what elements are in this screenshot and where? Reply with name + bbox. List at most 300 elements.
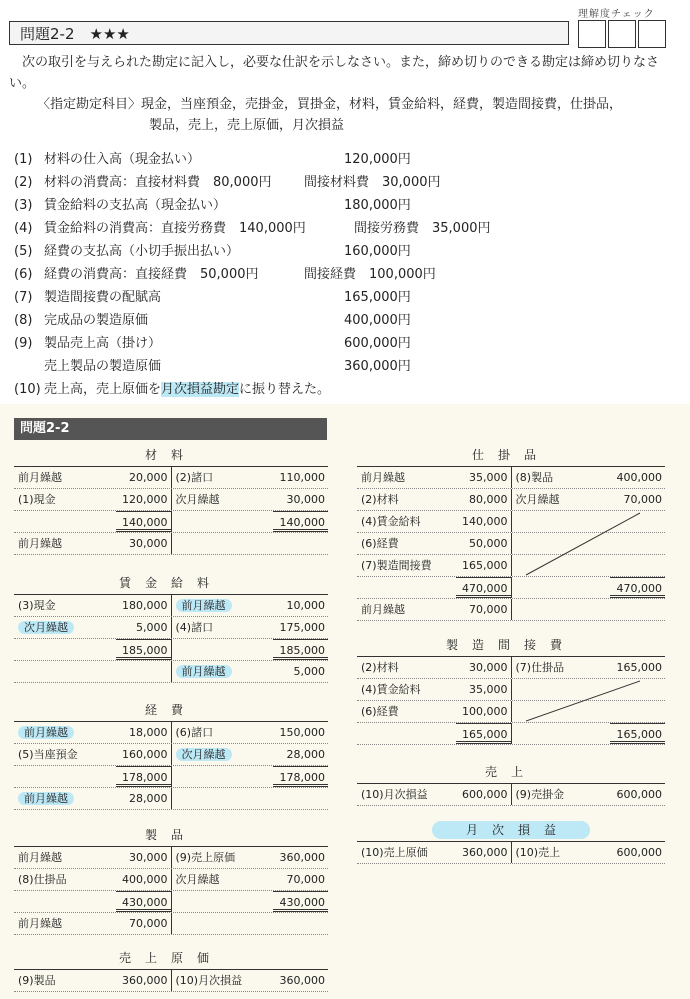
entry-label: [14, 639, 116, 660]
ledger-row: [357, 784, 665, 806]
credit-cell: [172, 847, 329, 868]
item-amount-secondary: 間接材料費 30,000円: [304, 175, 441, 190]
item-number: (9): [14, 336, 33, 351]
ledger-row: [14, 788, 328, 810]
account-chingin: [14, 572, 328, 683]
item-amount: 360,000円: [344, 359, 411, 374]
ledger-table: [14, 969, 328, 992]
credit-cell: [172, 788, 329, 809]
account-seihin: [14, 824, 328, 935]
debit-cell: [357, 657, 512, 678]
debit-cell: [14, 511, 172, 532]
entry-amount: [610, 533, 665, 554]
entry-label-text: (1)現金: [18, 493, 56, 506]
item-amount: 400,000円: [344, 313, 411, 328]
entry-label: [512, 467, 611, 488]
entry-label: [357, 599, 456, 620]
debit-cell: [357, 577, 512, 598]
ledger-row: [357, 533, 665, 555]
entry-label-text: (4)諸口: [175, 621, 214, 634]
entry-label-text: (3)現金: [18, 599, 56, 612]
entry-label: [512, 577, 611, 598]
account-name-text: 月次損益: [432, 821, 590, 839]
ledger-row: [357, 511, 665, 533]
entry-label-text: (4)賃金給料: [361, 515, 421, 528]
credit-cell: [172, 467, 329, 488]
entry-label-text: (2)材料: [361, 661, 399, 674]
entry-label-text: (8)仕掛品: [18, 873, 67, 886]
entry-label: [172, 595, 274, 616]
entry-label: [172, 467, 274, 488]
account-name-text: 売上: [484, 765, 537, 779]
account-name-text: 仕掛品: [471, 448, 550, 462]
item-text: 完成品の製造原価: [44, 313, 149, 328]
entry-amount: 430,000: [273, 891, 328, 912]
check-box-3[interactable]: [638, 20, 666, 48]
entry-amount: [610, 679, 665, 700]
entry-amount: 30,000: [286, 493, 325, 506]
entry-amount: [610, 599, 665, 620]
entry-label: [172, 766, 274, 787]
debit-cell: [14, 467, 172, 488]
entry-amount: [116, 661, 171, 682]
highlighted-text: 月次損益勘定: [161, 382, 240, 397]
entry-label: [14, 788, 116, 809]
problem-title: 問題2-2 ★★★: [9, 21, 569, 45]
item-text: 賃金給料の支払高（現金払い）: [44, 198, 227, 213]
entry-label: [14, 913, 116, 934]
entry-label: [512, 489, 611, 510]
entry-amount: 30,000: [129, 537, 168, 550]
entry-label-text: (10)売上: [515, 846, 561, 859]
debit-cell: [14, 847, 172, 868]
ledger-row: [357, 489, 665, 511]
entry-label-text: 次月繰越: [176, 748, 232, 761]
ledger-row: [14, 744, 328, 766]
entry-label-text: 前月繰越: [361, 603, 405, 616]
check-label: 理解度チェック: [578, 9, 655, 20]
entry-label: [14, 722, 116, 743]
ledger-row: [14, 722, 328, 744]
debit-cell: [14, 661, 172, 682]
item-amount-secondary: 間接労務費 35,000円: [354, 221, 491, 236]
entry-label: [172, 970, 274, 991]
transaction-item: [14, 194, 411, 217]
entry-label: [172, 661, 274, 682]
entry-label: [14, 489, 116, 510]
entry-label: [14, 595, 116, 616]
entry-label-text: (8)製品: [515, 471, 554, 484]
entry-amount: 360,000: [279, 974, 325, 987]
credit-cell: [512, 577, 666, 598]
account-uriagegenka: [14, 947, 328, 992]
debit-cell: [14, 639, 172, 660]
entry-label: [172, 869, 274, 890]
debit-cell: [14, 617, 172, 638]
entry-label-text: 前月繰越: [18, 851, 62, 864]
ledger-row: [14, 847, 328, 869]
entry-label: [172, 617, 274, 638]
ledger-row: [357, 599, 665, 621]
entry-amount: 28,000: [286, 748, 325, 761]
entry-amount: 400,000: [616, 471, 662, 484]
entry-amount: 18,000: [129, 726, 168, 739]
entry-amount: 600,000: [462, 788, 508, 801]
entry-label-text: 次月繰越: [18, 621, 74, 634]
debit-cell: [14, 744, 172, 765]
entry-label: [357, 577, 456, 598]
entry-amount: 100,000: [462, 705, 508, 718]
entry-label-text: 前月繰越: [361, 471, 405, 484]
debit-cell: [357, 467, 512, 488]
entry-amount: 150,000: [279, 726, 325, 739]
transaction-item: [14, 378, 330, 401]
entry-label: [172, 913, 274, 934]
entry-label: [512, 533, 611, 554]
ledger-table: [14, 466, 328, 555]
credit-cell: [172, 661, 329, 682]
entry-amount: [273, 913, 328, 934]
entry-label: [14, 511, 116, 532]
entry-amount: [273, 788, 328, 809]
check-boxes: [578, 20, 668, 48]
entry-amount: 178,000: [116, 766, 171, 787]
entry-amount: 165,000: [616, 661, 662, 674]
credit-cell: [172, 533, 329, 554]
transaction-item: [14, 286, 411, 309]
account-zairyo: [14, 444, 328, 555]
entry-amount: 360,000: [462, 846, 508, 859]
credit-cell: [512, 784, 666, 805]
transaction-item: [14, 263, 436, 286]
question-text: [9, 52, 669, 136]
ledger-row: [14, 467, 328, 489]
transaction-item: [14, 355, 411, 378]
item-text: 経費の消費高：直接経費 50,000円: [44, 267, 259, 282]
ledger-row: [357, 701, 665, 723]
entry-amount: 70,000: [623, 493, 662, 506]
entry-label: [357, 467, 456, 488]
entry-label-text: (9)売掛金: [515, 788, 565, 801]
debit-cell: [357, 784, 512, 805]
entry-amount: 140,000: [462, 515, 508, 528]
entry-label: [357, 701, 456, 722]
entry-label-text: (6)諸口: [175, 726, 214, 739]
debit-cell: [14, 788, 172, 809]
credit-cell: [512, 489, 666, 510]
credit-cell: [172, 970, 329, 991]
ledger-row: [14, 489, 328, 511]
entry-amount: 120,000: [122, 493, 168, 506]
entry-amount: [610, 511, 665, 532]
credit-cell: [172, 913, 329, 934]
credit-cell: [172, 639, 329, 660]
ledger-table: [357, 841, 665, 864]
account-name-text: 材料: [144, 448, 197, 462]
account-name-text: 賃金給料: [118, 576, 223, 590]
credit-cell: [172, 869, 329, 890]
entry-label-text: (7)仕掛品: [515, 661, 565, 674]
ledger-row: [14, 533, 328, 555]
entry-amount: 35,000: [469, 471, 508, 484]
entry-label-text: (10)売上原価: [361, 846, 428, 859]
debit-cell: [357, 555, 512, 576]
ledger-row: [14, 766, 328, 788]
item-text: 売上高，売上原価を: [44, 382, 162, 397]
account-uriage: [357, 761, 665, 806]
entry-label-text: (10)月次損益: [361, 788, 428, 801]
entry-amount: 180,000: [122, 599, 168, 612]
entry-label-text: (7)製造間接費: [361, 559, 432, 572]
item-number: (7): [14, 290, 33, 305]
item-text: 材料の仕入高（現金払い）: [44, 152, 201, 167]
debit-cell: [357, 723, 512, 744]
entry-label: [357, 555, 456, 576]
entry-amount: 160,000: [122, 748, 168, 761]
entry-amount: 140,000: [273, 511, 328, 532]
ledger-row: [14, 661, 328, 683]
item-text: に振り替えた。: [239, 382, 331, 397]
entry-label: [512, 555, 611, 576]
answer-section: [0, 404, 690, 999]
ledger-row: [14, 891, 328, 913]
entry-label: [172, 511, 274, 532]
answer-title: 問題2-2: [14, 418, 327, 440]
check-box-2[interactable]: [608, 20, 636, 48]
entry-label-text: 前月繰越: [176, 665, 232, 678]
item-number: (5): [14, 244, 33, 259]
account-name: [14, 699, 328, 721]
item-number: (4): [14, 221, 33, 236]
credit-cell: [172, 489, 329, 510]
entry-amount: 80,000: [469, 493, 508, 506]
item-amount: 120,000円: [344, 152, 411, 167]
transaction-item: [14, 332, 411, 355]
entry-label: [14, 766, 116, 787]
entry-label: [512, 511, 611, 532]
entry-label-text: (9)売上原価: [175, 851, 236, 864]
entry-label: [357, 533, 456, 554]
entry-label: [14, 617, 116, 638]
entry-label-text: 前月繰越: [18, 792, 74, 805]
entry-amount: 30,000: [129, 851, 168, 864]
entry-label: [512, 599, 611, 620]
entry-label: [172, 847, 274, 868]
account-shikakari: [357, 444, 665, 621]
entry-label: [14, 847, 116, 868]
debit-cell: [14, 722, 172, 743]
item-text: 製造間接費の配賦高: [44, 290, 162, 305]
item-amount: 160,000円: [344, 244, 411, 259]
transaction-item: [14, 171, 441, 194]
ledger-row: [14, 869, 328, 891]
entry-label: [512, 723, 611, 744]
entry-amount: 70,000: [129, 917, 168, 930]
account-name-text: 製品: [144, 828, 197, 842]
credit-cell: [172, 766, 329, 787]
entry-label: [172, 722, 274, 743]
debit-cell: [14, 913, 172, 934]
item-amount: 180,000円: [344, 198, 411, 213]
debit-cell: [14, 489, 172, 510]
account-name: [357, 444, 665, 466]
ledger-row: [357, 577, 665, 599]
entry-label: [357, 842, 456, 863]
ledger-table: [357, 783, 665, 806]
debit-cell: [357, 533, 512, 554]
entry-amount: 400,000: [122, 873, 168, 886]
account-name: [357, 634, 665, 656]
credit-cell: [172, 891, 329, 912]
debit-cell: [14, 891, 172, 912]
account-name: [14, 947, 328, 969]
entry-amount: 10,000: [286, 599, 325, 612]
entry-amount: 165,000: [456, 723, 511, 744]
account-seizoukansetsu: [357, 634, 665, 745]
entry-amount: 110,000: [279, 471, 325, 484]
ledger-row: [357, 555, 665, 577]
item-number: (3): [14, 198, 33, 213]
entry-amount: 185,000: [273, 639, 328, 660]
entry-label: [14, 970, 116, 991]
entry-label: [357, 489, 456, 510]
account-name-text: 製造間接費: [445, 638, 576, 652]
entry-label-text: (2)材料: [361, 493, 399, 506]
credit-cell: [512, 842, 666, 863]
ledger-row: [357, 467, 665, 489]
entry-amount: 470,000: [610, 577, 665, 598]
debit-cell: [14, 533, 172, 554]
account-name-text: 売上原価: [118, 951, 223, 965]
entry-amount: 165,000: [610, 723, 665, 744]
entry-amount: 5,000: [136, 621, 168, 634]
entry-label: [172, 489, 274, 510]
credit-cell: [512, 657, 666, 678]
entry-amount: 50,000: [469, 537, 508, 550]
entry-label-text: (9)製品: [18, 974, 56, 987]
entry-label-text: 前月繰越: [18, 471, 62, 484]
entry-label-text: (4)賃金給料: [361, 683, 421, 696]
item-text: 材料の消費高：直接材料費 80,000円: [44, 175, 272, 190]
entry-amount: [610, 555, 665, 576]
ledger-table: [14, 594, 328, 683]
item-amount: 165,000円: [344, 290, 411, 305]
item-number: (6): [14, 267, 33, 282]
entry-amount: 28,000: [129, 792, 168, 805]
ledger-row: [14, 970, 328, 992]
entry-label: [172, 788, 274, 809]
transaction-item: [14, 309, 411, 332]
credit-cell: [512, 511, 666, 532]
entry-amount: 185,000: [116, 639, 171, 660]
credit-cell: [512, 555, 666, 576]
entry-amount: 5,000: [293, 665, 325, 678]
account-name: [14, 444, 328, 466]
credit-cell: [172, 744, 329, 765]
account-getsuji: [357, 819, 665, 864]
account-keihi: [14, 699, 328, 810]
entry-amount: 165,000: [462, 559, 508, 572]
entry-label-text: 前月繰越: [18, 726, 74, 739]
credit-cell: [172, 595, 329, 616]
ledger-row: [14, 617, 328, 639]
entry-label: [14, 467, 116, 488]
entry-label: [172, 744, 274, 765]
transaction-item: [14, 240, 411, 263]
ledger-table: [357, 656, 665, 745]
entry-amount: 70,000: [286, 873, 325, 886]
transaction-item: [14, 148, 411, 171]
entry-label: [172, 639, 274, 660]
debit-cell: [357, 701, 512, 722]
entry-label: [14, 744, 116, 765]
account-name: [357, 761, 665, 783]
ledger-row: [14, 639, 328, 661]
credit-cell: [512, 701, 666, 722]
transaction-list: [14, 148, 491, 401]
entry-amount: 30,000: [469, 661, 508, 674]
entry-label: [14, 891, 116, 912]
credit-cell: [172, 722, 329, 743]
account-name: [14, 572, 328, 594]
ledger-row: [14, 511, 328, 533]
subjects-line-1: 〈指定勘定科目〉現金，当座預金，売掛金，買掛金，材料，賃金給料，経費，製造間接費，仕掛品，: [37, 97, 623, 112]
entry-amount: 175,000: [279, 621, 325, 634]
ledger-row: [14, 595, 328, 617]
account-name-text: 経費: [144, 703, 197, 717]
entry-amount: [610, 701, 665, 722]
item-number: (2): [14, 175, 33, 190]
entry-amount: 360,000: [122, 974, 168, 987]
entry-label: [357, 511, 456, 532]
debit-cell: [14, 595, 172, 616]
subjects-line-2: 製品，売上，売上原価，月次損益: [149, 118, 345, 133]
entry-amount: 430,000: [116, 891, 171, 912]
ledger-row: [357, 723, 665, 745]
entry-label-text: 前月繰越: [176, 599, 232, 612]
entry-label: [357, 679, 456, 700]
entry-label-text: 次月繰越: [175, 873, 220, 886]
item-number: (8): [14, 313, 33, 328]
ledger-row: [357, 842, 665, 864]
entry-amount: 20,000: [129, 471, 168, 484]
item-number: (1): [14, 152, 33, 167]
entry-amount: 70,000: [469, 603, 508, 616]
ledger-table: [14, 846, 328, 935]
credit-cell: [512, 533, 666, 554]
debit-cell: [357, 511, 512, 532]
item-text: 経費の支払高（小切手振出払い）: [44, 244, 240, 259]
entry-amount: 178,000: [273, 766, 328, 787]
instruction: 次の取引を与えられた勘定に記入し，必要な仕訳を示しなさい。また，締め切りのできる勘定は締め切りなさい。: [9, 55, 660, 91]
entry-label: [172, 533, 274, 554]
item-text: 製品売上高（掛け）: [44, 336, 162, 351]
entry-label: [512, 842, 611, 863]
item-text: 売上製品の製造原価: [44, 359, 162, 374]
entry-label: [172, 891, 274, 912]
check-box-1[interactable]: [578, 20, 606, 48]
debit-cell: [14, 970, 172, 991]
ledger-table: [14, 721, 328, 810]
entry-amount: 600,000: [616, 846, 662, 859]
entry-label-text: (6)経費: [361, 705, 399, 718]
entry-label-text: 次月繰越: [175, 493, 220, 506]
item-number: (10): [14, 382, 41, 397]
entry-label: [14, 661, 116, 682]
entry-label-text: 次月繰越: [515, 493, 560, 506]
entry-amount: 470,000: [456, 577, 511, 598]
item-amount-secondary: 間接経費 100,000円: [304, 267, 436, 282]
